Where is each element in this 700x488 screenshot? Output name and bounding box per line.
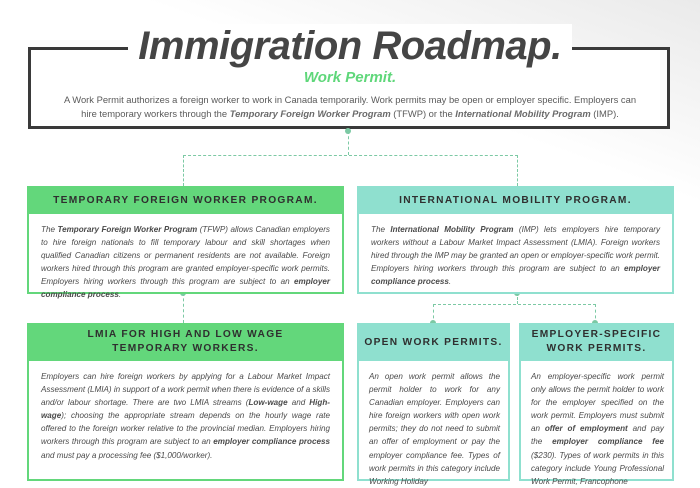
employer-permit-card [519, 323, 674, 486]
employer-permit-description: An employer-specific work permit only allows the permit holder to work for the employer specified on the work permit. Employers must submit an offer of employment and pay the employer compliance fee ($230). Types of work permits in this category include Young Professional Work Permit, Francophone [519, 361, 674, 481]
intro-imp: International Mobility Program [455, 108, 591, 119]
connector-tfwp-to-lmia [183, 293, 184, 323]
page-subtitle: Work Permit. [303, 69, 397, 86]
tfwp-card [27, 186, 344, 300]
page-title: Immigration Roadmap. [0, 24, 700, 69]
lmia-description: Employers can hire foreign workers by applying for a Labour Market Impact Assessment (LMIA) in support of a work permit when there is evidence of a skills and/or labour shortage. There are two LMIA streams (Low-wage and High-wage); choosing the appropriate stream depends on the hourly wage rate offered to the foreign worker relative to the provincial median. Employers hiring workers through this program are subject to an employer compliance process and must pay a processing fee ($1,000/worker). [27, 361, 344, 481]
employer-permit-heading: EMPLOYER-SPECIFIC WORK PERMITS. [519, 323, 674, 361]
open-permit-description: An open work permit allows the permit holder to work for any Canadian employer. Employers can hire foreign workers with open work permits; they do not need to submit an offer of employment or pay the employer compliance fee. Types of work permits in this category include Working Holiday [357, 361, 510, 481]
intro-tfwp: Temporary Foreign Worker Program [229, 108, 391, 119]
intro-text: A Work Permit authorizes a foreign worker to work in Canada temporarily. Work permits may be open or employer specific. Employers can hire temporary workers through the Temporary Foreign Worker Program (TFWP) or the International Mobility Program (IMP). [63, 94, 637, 119]
connector-header-horizontal [183, 155, 518, 156]
tfwp-description: The Temporary Foreign Worker Program (TFWP) allows Canadian employers to hire foreign nationals to fill temporary labour and skill shortages when qualified Canadian citizens or permanent residents are not available. Foreign workers hired through this program are granted employer-specific work permits. Employers hiring workers through this program are subject to an employer compliance process. [27, 214, 344, 294]
connector-to-tfwp [183, 155, 184, 186]
connector-imp-horizontal [433, 304, 596, 305]
connector-dot [345, 128, 351, 134]
tfwp-heading: TEMPORARY FOREIGN WORKER PROGRAM. [27, 186, 344, 214]
open-permit-heading: OPEN WORK PERMITS. [357, 323, 510, 361]
lmia-card [27, 323, 344, 481]
imp-description: The International Mobility Program (IMP) lets employers hire temporary workers without a Labour Market Impact Assessment (LMIA). Foreign workers hired through the IMP may be granted an open or employer-specific work permit. Employers hiring workers through this program are subject to an employer compliance process. [357, 214, 674, 294]
open-permit-card [357, 323, 510, 486]
connector-to-imp [517, 155, 518, 186]
imp-heading: INTERNATIONAL MOBILITY PROGRAM. [357, 186, 674, 214]
imp-card [357, 186, 674, 294]
connector-header-down [348, 131, 349, 155]
lmia-heading: LMIA FOR HIGH AND LOW WAGE TEMPORARY WORKERS. [27, 323, 344, 361]
